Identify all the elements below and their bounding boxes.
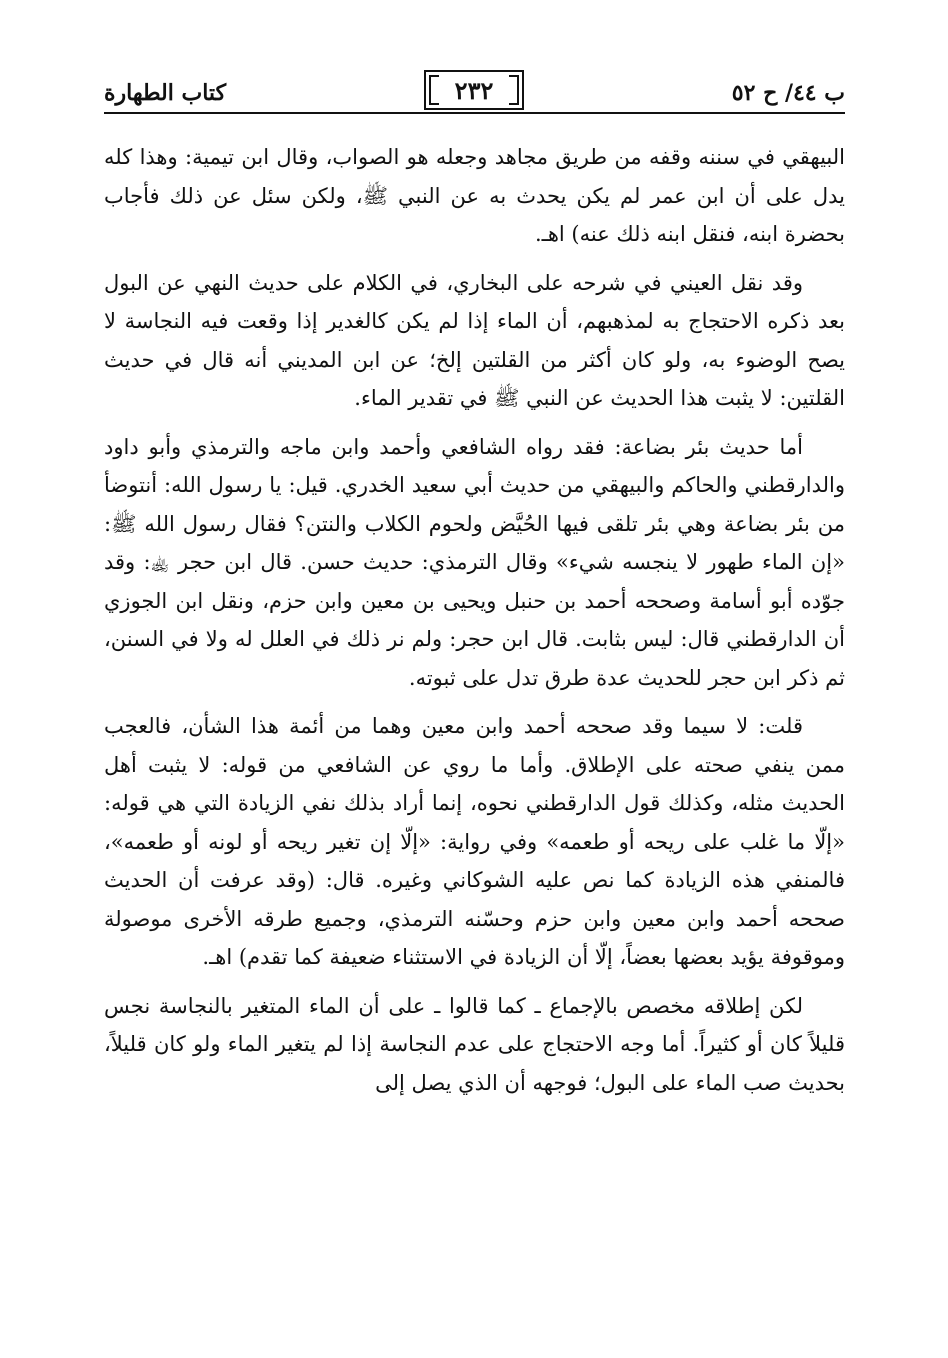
header-rule [104, 112, 845, 114]
page-number: ٢٣٢ [454, 75, 494, 105]
body-text [104, 138, 845, 1102]
running-head-chapter: كتاب الطهارة [104, 80, 227, 106]
paragraph-continued: البيهقي في سننه وقفه من طريق مجاهد وجعله هو الصواب، وقال ابن تيمية: وهذا كله يدل على أن ابن عمر لم يكن يحدث به عن النبي ﷺ، ولكن سئل عن ذلك فأجاب بحضرة ابنه، فنقل ابنه ذلك عنه) اهـ. [104, 145, 845, 246]
paragraph-budaah-hadith: أما حديث بئر بضاعة: فقد رواه الشافعي وأحمد وابن ماجه والترمذي وأبو داود والدارقطني والحاكم والبيهقي من حديث أبي سعيد الخدري. قيل: يا رسول الله: أنتوضأ من بئر بضاعة وهي بئر تلقى فيها الحُيَّض ولحوم الكلاب والنتن؟ فقال رسول الله ﷺ: «إن الماء طهور لا ينجسه شيء» وقال الترمذي: حديث حسن. قال ابن حجر ﵀: وقد جوّده أبو أسامة وصححه أحمد بن حنبل ويحيى بن معين وابن حزم، ونقل ابن الجوزي أن الدارقطني قال: ليس بثابت. قال ابن حجر: ولم نر ذلك في العلل له ولا في السنن، ثم ذكر ابن حجر للحديث عدة طرق تدل على ثبوته. [104, 434, 845, 690]
running-head-reference: ب ٤٤/ ح ٥٢ [731, 80, 845, 106]
page-number-frame [424, 70, 524, 110]
paragraph-ijma-discussion: لكن إطلاقه مخصص بالإجماع ـ كما قالوا ـ على أن الماء المتغير بالنجاسة نجس قليلاً كان أو كثيراً. أما وجه الاحتجاج على عدم النجاسة إذا لم يتغير الماء ولو كان قليلاً، بحديث صب الماء على البول؛ فوجهه أن الذي يصل إلى [104, 993, 845, 1095]
paragraph-aini-quote: وقد نقل العيني في شرحه على البخاري، في الكلام على حديث النهي عن البول بعد ذكره الاحتجاج به لمذهبهم، أن الماء إذا لم يكن كالغدير إذا وقعت فيه النجاسة لا يصح الوضوء به، ولو كان أكثر من القلتين إلخ؛ عن ابن المديني أنه قال في حديث القلتين: لا يثبت هذا الحديث عن النبي ﷺ في تقدير الماء. [104, 270, 845, 410]
page-header [104, 70, 845, 120]
paragraph-author-comment: قلت: لا سيما وقد صححه أحمد وابن معين وهما من أئمة هذا الشأن، فالعجب ممن ينفي صحته على الإطلاق. وأما ما روي عن الشافعي من قوله: لا يثبت أهل الحديث مثله، وكذلك قول الدارقطني نحوه، إنما أراد بذلك نفي الزيادة التي هي قوله: «إلّا ما غلب على ريحه أو طعمه» وفي رواية: «إلّا إن تغير ريحه أو لونه أو طعمه»، فالمنفي هذه الزيادة كما نص عليه الشوكاني وغيره. قال: (وقد عرفت أن الحديث صححه أحمد وابن معين وابن حزم وحسّنه الترمذي، وجميع طرقه الأخرى موصولة وموقوفة يؤيد بعضها بعضاً، إلّا أن الزيادة في الاستثناء ضعيفة كما تقدم) اهـ. [104, 714, 845, 969]
